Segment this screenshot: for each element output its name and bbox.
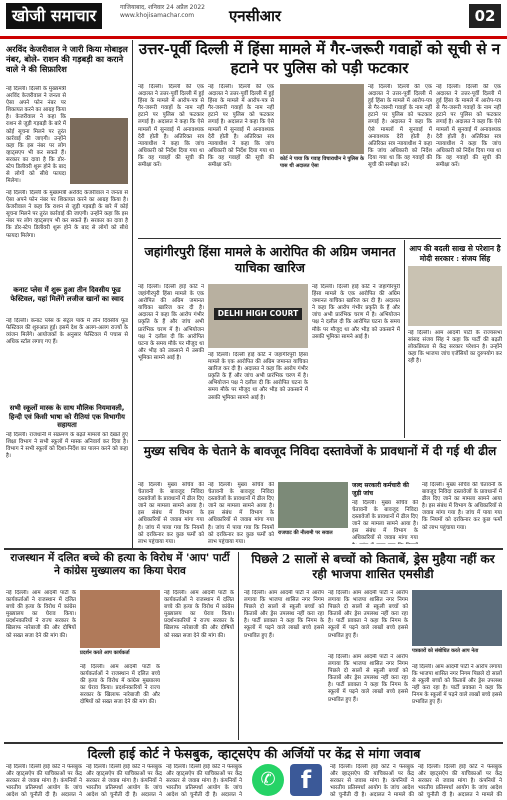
side-story-headline: आप की बदली साख से परेशान है मोदी सरकार : संजय सिंह — [409, 244, 501, 263]
lead-body-col4: नई दिल्ली। दिल्ली की एक अदालत ने उत्तर-पूर्वी दिल्ली में हुई हिंसा के मामले में आरोप-पत्र से गैर-जरूरी गवाहों के नाम नहीं हटाने पर पुलिस को फटकार लगाई है। अदालत ने कहा कि ऐसे मामलों में सुनवाई में अनावश्यक देरी होती है। अतिरिक्त सत्र न्यायाधीश ने कहा कि जांच अधिकारी को निर्देश दिया गया था कि वह गवाहों की सूची की समीक्षा करें। — [436, 84, 501, 169]
delhi-high-court-photo — [208, 284, 308, 348]
side-story-body: नई दिल्ली। आम आदमी पार्टी के राज्यसभा सांसद संजय सिंह ने कहा कि पार्टी की बढ़ती लोकप्रियता से केंद्र सरकार परेशान है। उन्होंने कहा कि भाजपा जांच एजेंसियों का दुरुपयोग कर रही है। — [408, 330, 502, 365]
story3-body-col4: नई दिल्ली। मुख्य सचिव की चेतावनी के बावजूद निविदा दस्तावेजों के प्रावधानों में ढील दिए जाने का मामला सामने आया है। इस संबंध में विभाग के अधिकारियों से जवाब मांगा गया है। जांच में पाया गया कि नियमों को दरकिनार कर कुछ फर्मों को लाभ पहुंचाया गया। — [422, 482, 502, 531]
lead-body-col3: नई दिल्ली। दिल्ली की एक अदालत ने उत्तर-पूर्वी दिल्ली में हुई हिंसा के मामले में आरोप-पत्र से गैर-जरूरी गवाहों के नाम नहीं हटाने पर पुलिस को फटकार लगाई है। अदालत ने कहा कि ऐसे मामलों में सुनवाई में अनावश्यक देरी होती है। अतिरिक्त सत्र न्यायाधीश ने कहा कि जांच अधिकारी को निर्देश दिया गया था कि वह गवाहों की सूची की समीक्षा करें। — [368, 84, 432, 169]
website: www.khojisamachar.com — [120, 12, 195, 19]
story6-body-col5: नई दिल्ली। दिल्ली हाई कोर्ट ने फेसबुक और व्हाट्सऐप की याचिकाओं पर केंद्र सरकार से जवाब मांगा है। कंपनियों ने भारतीय प्रतिस्पर्धा आयोग के जांच आदेश को चुनौती दी है। अदालत ने मामले की — [418, 764, 502, 798]
story2-headline: जहांगीरपुरी हिंसा मामले के आरोपित की अग्रिम जमानत याचिका खारिज — [144, 244, 396, 275]
story4-top-rule — [4, 548, 503, 550]
story3-subhead: जल्द सरकारी कर्मचारी की जुड़ी जांच — [352, 482, 409, 497]
left-subhead-food-festival: कनाट प्लेस में शुरू हुआ तीन दिवसीय फूड फेस्टिवल, यहां मिलेंगे लजीज खानों का स्वाद — [10, 286, 124, 303]
story6-body-col3: नई दिल्ली। दिल्ली हाई कोर्ट ने फेसबुक और व्हाट्सऐप की याचिकाओं पर केंद्र सरकार से जवाब मांगा है। कंपनियों ने भारतीय प्रतिस्पर्धा आयोग के जांच आदेश को चुनौती दी है। अदालत ने — [166, 764, 242, 798]
story2-body-col3: नई दिल्ली। दिल्ली हाई कोर्ट ने जहांगीरपुरी हिंसा मामले के एक आरोपित की अग्रिम जमानत याचिका खारिज कर दी है। अदालत ने कहा कि आरोप गंभीर प्रकृति के हैं और जांच अभी प्रारंभिक चरण में है। अभियोजन पक्ष ने दलील दी कि आरोपित घटना के समय मौके पर मौजूद था और भीड़ को उकसाने में उसकी भूमिका सामने आई है। — [312, 284, 400, 340]
lead-body-col1: नई दिल्ली। दिल्ली की एक अदालत ने उत्तर-पूर्वी दिल्ली में हुई हिंसा के मामले में आरोप-पत्र से गैर-जरूरी गवाहों के नाम नहीं हटाने पर पुलिस को फटकार लगाई है। अदालत ने कहा कि ऐसे मामलों में सुनवाई में अनावश्यक देरी होती है। अतिरिक्त सत्र न्यायाधीश ने कहा कि जांच अधिकारी को निर्देश दिया गया था कि वह गवाहों की सूची की समीक्षा करें। — [138, 84, 204, 169]
story6-body-col4: नई दिल्ली। दिल्ली हाई कोर्ट ने फेसबुक और व्हाट्सऐप की याचिकाओं पर केंद्र सरकार से जवाब मांगा है। कंपनियों ने भारतीय प्रतिस्पर्धा आयोग के जांच आदेश को चुनौती दी है। अदालत ने मामले की — [330, 764, 414, 798]
story3-headline: मुख्य सचिव के चेताने के बावजूद निविदा दस्तावेजों के प्रावधानों में दी गई थी ढील — [143, 444, 497, 458]
story2-body-col2: नई दिल्ली। दिल्ली हाई कोर्ट ने जहांगीरपुरी हिंसा मामले के एक आरोपित की अग्रिम जमानत याचिका खारिज कर दी है। अदालत ने कहा कि आरोप गंभीर प्रकृति के हैं और जांच अभी प्रारंभिक चरण में है। अभियोजन पक्ष ने दलील दी कि आरोपित घटना के समय मौके पर मौजूद था और भीड़ को उकसाने में उसकी भूमिका सामने आई है। — [208, 352, 308, 401]
story3-body-col1: नई दिल्ली। मुख्य सचिव की चेतावनी के बावजूद निविदा दस्तावेजों के प्रावधानों में ढील दिए जाने का मामला सामने आया है। इस संबंध में विभाग के अधिकारियों से जवाब मांगा गया है। जांच में पाया गया कि नियमों को दरकिनार कर कुछ फर्मों को लाभ पहुंचाया गया। — [138, 482, 204, 544]
story2-body-col1: नई दिल्ली। दिल्ली हाई कोर्ट ने जहांगीरपुरी हिंसा मामले के एक आरोपित की अग्रिम जमानत याचिका खारिज कर दी है। अदालत ने कहा कि आरोप गंभीर प्रकृति के हैं और जांच अभी प्रारंभिक चरण में है। अभियोजन पक्ष ने दलील दी कि आरोपित घटना के समय मौके पर मौजूद था और भीड़ को उकसाने में उसकी भूमिका सामने आई है। — [138, 284, 204, 361]
story3-body-col3: नई दिल्ली। मुख्य सचिव की चेतावनी के बावजूद निविदा दस्तावेजों के प्रावधानों में ढील दिए जाने का मामला सामने आया है। इस संबंध में विभाग के अधिकारियों से जवाब मांगा गया — [352, 500, 418, 542]
left-story-body-cont — [6, 190, 128, 280]
left-story-paragraph: नई दिल्ली। दिल्ली के मुख्यमंत्री अरविंद केजरीवाल ने जनता से ऐसा अपने फोन नंबर पर शिकायत करने का आग्रह किया है। केजरीवाल ने कहा कि राशन से जुड़ी गड़बड़ी के बारे में कोई सूचना मिलने पर तुरंत कार्रवाई की जाएगी। उन्होंने कहा कि इस नंबर पर लोग व्हाट्सएप भी कर सकते हैं। सरकार का दावा है कि डोर-स्टेप डिलीवरी शुरू होने के बाद से लोगों को सीधे फायदा मिलेगा। — [6, 190, 128, 239]
story5-headline: पिछले 2 सालों से बच्चों को किताबें, ड्रेस मुहैया नहीं कर रही भाजपा शासित एमसीडी — [251, 552, 495, 581]
aap-leader-caption: पत्रकारों को संबोधित करते आप नेता — [412, 648, 479, 654]
high-court-signboard: DELHI HIGH COURT — [214, 308, 302, 320]
left-story-body: नई दिल्ली। दिल्ली के मुख्यमंत्री अरविंद केजरीवाल ने जनता से ऐसा अपने फोन नंबर पर शिकायत करने का आग्रह किया है। केजरीवाल ने कहा कि राशन से जुड़ी गड़बड़ी के बारे में कोई सूचना मिलने पर तुरंत कार्रवाई की जाएगी। उन्होंने कहा कि इस नंबर पर लोग व्हाट्सएप भी कर सकते हैं। सरकार का दावा है कि डोर-स्टेप डिलीवरी शुरू होने के बाद से लोगों को सीधे फायदा मिलेगा। — [6, 86, 66, 185]
story5-body-col2: नई दिल्ली। आम आदमी पार्टी ने आरोप लगाया कि भाजपा शासित नगर निगम पिछले दो सालों से स्कूली बच्चों को किताबें और ड्रेस उपलब्ध नहीं करा रहा है। पार्टी प्रवक्ता ने कहा कि निगम के स्कूलों में पढ़ने वाले लाखों बच्चे इससे प्रभावित हुए हैं। — [328, 590, 408, 639]
story6-top-rule — [4, 742, 503, 744]
kejriwal-photo — [70, 118, 128, 184]
story6-body-col1: नई दिल्ली। दिल्ली हाई कोर्ट ने फेसबुक और व्हाट्सऐप की याचिकाओं पर केंद्र सरकार से जवाब मांगा है। कंपनियों ने भारतीय प्रतिस्पर्धा आयोग के जांच आदेश को चुनौती दी है। अदालत ने — [6, 764, 82, 798]
story3-body-col2: नई दिल्ली। मुख्य सचिव की चेतावनी के बावजूद निविदा दस्तावेजों के प्रावधानों में ढील दिए जाने का मामला सामने आया है। इस संबंध में विभाग के अधिकारियों से जवाब मांगा गया है। जांच में पाया गया कि नियमों को दरकिनार कर कुछ फर्मों को लाभ पहुंचाया गया। — [208, 482, 274, 544]
section-name: एनसीआर — [228, 7, 282, 25]
story4-divider — [238, 552, 239, 740]
protest-photo-caption: प्रदर्शन करते आप कार्यकर्ता — [80, 650, 130, 656]
lead-bottom-rule — [138, 238, 501, 239]
story4-body-col1: नई दिल्ली। आम आदमी पार्टी के कार्यकर्ताओं ने राजस्थान में दलित बच्चे की हत्या के विरोध में कांग्रेस मुख्यालय का घेराव किया। प्रदर्शनकारियों ने राज्य सरकार के खिलाफ नारेबाजी की और दोषियों को सख्त सजा देने की मांग की। — [6, 590, 76, 639]
aap-leader-photo — [412, 590, 502, 646]
left-subhead-schools: सभी स्कूलों मास्क के साथ मौलिक नियमावली, हिन्दी एवं किसी भाषा को रीतियां एक विभागीय सहायता — [9, 404, 125, 430]
left-schools-text: नई दिल्ली। राजधानी में संक्रमण के बढ़ते मामलों को देखते हुए शिक्षा विभाग ने सभी स्कूलों में मास्क अनिवार्य कर दिया है। विभाग ने सभी स्कूलों को दिशा-निर्देश का पालन करने को कहा है। — [6, 432, 128, 460]
left-column-divider — [132, 40, 133, 548]
page-number: 02 — [469, 4, 501, 28]
story4-body-col2: नई दिल्ली। आम आदमी पार्टी के कार्यकर्ताओं ने राजस्थान में दलित बच्चे की हत्या के विरोध में कांग्रेस मुख्यालय का घेराव किया। प्रदर्शनकारियों ने राज्य सरकार के खिलाफ नारेबाजी की और दोषियों को सख्त सजा देने की मांग की। — [80, 664, 160, 706]
lead-body-col2: नई दिल्ली। दिल्ली की एक अदालत ने उत्तर-पूर्वी दिल्ली में हुई हिंसा के मामले में आरोप-पत्र से गैर-जरूरी गवाहों के नाम नहीं हटाने पर पुलिस को फटकार लगाई है। अदालत ने कहा कि ऐसे मामलों में सुनवाई में अनावश्यक देरी होती है। अतिरिक्त सत्र न्यायाधीश ने कहा कि जांच अधिकारी को निर्देश दिया गया था कि वह गवाहों की सूची की समीक्षा करें। — [208, 84, 274, 169]
story5-body-col3: नई दिल्ली। आम आदमी पार्टी ने आरोप लगाया कि भाजपा शासित नगर निगम पिछले दो सालों से स्कूली बच्चों को किताबें और ड्रेस उपलब्ध नहीं करा रहा है। पार्टी प्रवक्ता ने कहा कि निगम के स्कूलों में पढ़ने वाले लाखों बच्चे इससे प्रभावित हुए हैं। — [328, 654, 408, 703]
sanjay-singh-photo — [408, 266, 502, 326]
whatsapp-logo-icon: ✆ — [252, 764, 284, 796]
story5-body-col1: नई दिल्ली। आम आदमी पार्टी ने आरोप लगाया कि भाजपा शासित नगर निगम पिछले दो सालों से स्कूली बच्चों को किताबें और ड्रेस उपलब्ध नहीं करा रहा है। पार्टी प्रवक्ता ने कहा कि निगम के स्कूलों में पढ़ने वाले लाखों बच्चे इससे प्रभावित हुए हैं। — [244, 590, 324, 639]
aap-protest-photo — [80, 590, 160, 648]
edition-date: गाजियाबाद, शनिवार 24 अप्रैल 2022 — [120, 4, 205, 11]
facebook-logo-icon: f — [290, 764, 322, 796]
court-photo — [280, 84, 364, 154]
masthead — [0, 0, 507, 39]
left-food-text: नई दिल्ली। कनाट प्लेस के सेंट्रल पार्क में तीन दिवसीय फूड फेस्टिवल की शुरुआत हुई। इसमें देश के अलग-अलग राज्यों के व्यंजन मिलेंगे। आयोजकों के अनुसार फेस्टिवल में पचास से अधिक स्टॉल लगाए गए हैं। — [6, 318, 128, 346]
story3-photo — [278, 482, 348, 528]
story2-side-divider — [404, 240, 405, 438]
story6-body-col2: नई दिल्ली। दिल्ली हाई कोर्ट ने फेसबुक और व्हाट्सऐप की याचिकाओं पर केंद्र सरकार से जवाब मांगा है। कंपनियों ने भारतीय प्रतिस्पर्धा आयोग के जांच आदेश को चुनौती दी है। अदालत ने — [86, 764, 162, 798]
story5-body-col4: नई दिल्ली। आम आदमी पार्टी ने आरोप लगाया कि भाजपा शासित नगर निगम पिछले दो सालों से स्कूली बच्चों को किताबें और ड्रेस उपलब्ध नहीं करा रहा है। पार्टी प्रवक्ता ने कहा कि निगम के स्कूलों में पढ़ने वाले लाखों बच्चे इससे प्रभावित हुए हैं। — [412, 664, 502, 706]
story4-body-col3: नई दिल्ली। आम आदमी पार्टी के कार्यकर्ताओं ने राजस्थान में दलित बच्चे की हत्या के विरोध में कांग्रेस मुख्यालय का घेराव किया। प्रदर्शनकारियों ने राज्य सरकार के खिलाफ नारेबाजी की और दोषियों को सख्त सजा देने की मांग की। — [164, 590, 234, 639]
story3-photo-caption: राजघाट की नीलामी पर सवाल — [278, 530, 333, 536]
court-photo-caption: कोर्ट ने पाया कि गवाह विचाराधीन ने पुलिस के पास थी अदालत ऐसा — [280, 156, 364, 169]
masthead-meta — [120, 4, 205, 20]
story3-top-rule — [138, 440, 501, 441]
newspaper-logo: खोजी समाचार — [6, 3, 102, 29]
left-story-headline: अरविंद केजरीवाल ने जारी किया मोबाइल नंबर, बोले- राशन की गड़बड़ी का कराने वाले ने की सिफ़ारिश — [6, 44, 128, 74]
story4-headline: राजस्थान में दलित बच्चे की हत्या के विरोध में 'आप' पार्टी ने कांग्रेस मुख्यालय का किया घेराव — [10, 552, 230, 577]
story6-headline: दिल्ली हाई कोर्ट ने फेसबुक, व्हाट्सऐप की अर्जियों पर केंद्र से मांगा जवाब — [87, 746, 421, 761]
lead-headline: उत्तर-पूर्वी दिल्ली में हिंसा मामले में गैर-जरूरी गवाहों को सूची से न हटाने पर पुलिस को पड़ी फटकार — [138, 40, 501, 77]
